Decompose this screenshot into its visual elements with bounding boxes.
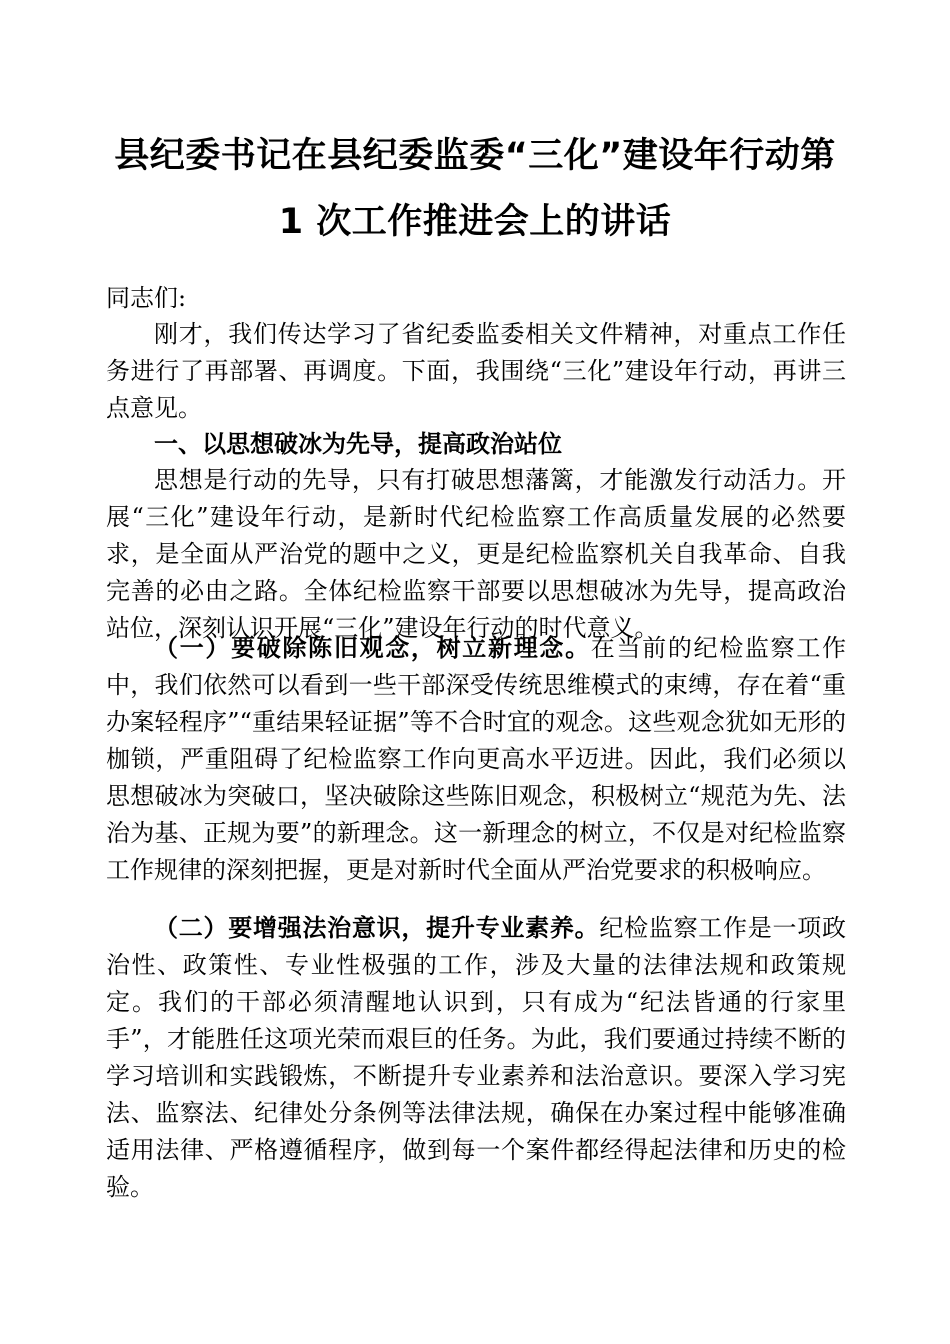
subsection-2-paragraph (106, 910, 846, 1206)
intro-paragraph: 刚才，我们传达学习了省纪委监委相关文件精神，对重点工作任务进行了再部署、再调度。下面，我围绕“三化”建设年行动，再讲三点意见。 (106, 320, 846, 422)
section-1-paragraph: 思想是行动的先导，只有打破思想藩篱，才能激发行动活力。开展“三化”建设年行动，是新时代纪检监察工作高质量发展的必然要求，是全面从严治党的题中之义，更是纪检监察机关自我革命、自我完善的必由之路。全体纪检监察干部要以思想破冰为先导，提高政治站位，深刻认识开展“三化”建设年行动的时代意义。 (106, 466, 846, 642)
document-title-line-2: 1 次工作推进会上的讲话 (278, 202, 672, 242)
subsection-1-lead: （一）要破除陈旧观念，树立新理念。 (154, 634, 591, 662)
section-1-heading: 一、以思想破冰为先导，提高政治站位 (154, 430, 562, 458)
subsection-1-paragraph (106, 630, 846, 889)
salutation: 同志们: (106, 284, 187, 312)
subsection-2-body: 纪检监察工作是一项政治性、政策性、专业性极强的工作，涉及大量的法律法规和政策规定。我们的干部必须清醒地认识到，只有成为“纪法皆通的行家里手”，才能胜任这项光荣而艰巨的任务。为此，我们要通过持续不断的学习培训和实践锻炼，不断提升专业素养和法治意识。要深入学习宪法、监察法、纪律处分条例等法律法规，确保在办案过程中能够准确适用法律、严格遵循程序，做到每一个案件都经得起法律和历史的检验。 (106, 914, 847, 1201)
subsection-2-lead: （二）要增强法治意识，提升专业素养。 (154, 914, 600, 942)
subsection-1-body: 在当前的纪检监察工作中，我们依然可以看到一些干部深受传统思维模式的束缚，存在着“重办案轻程序”“重结果轻证据”等不合时宜的观念。这些观念犹如无形的枷锁，严重阻碍了纪检监察工作向更高水平迈进。因此，我们必须以思想破冰为突破口，坚决破除这些陈旧观念，积极树立“规范为先、法治为基、正规为要”的新理念。这一新理念的树立，不仅是对纪检监察工作规律的深刻把握，更是对新时代全面从严治党要求的积极响应。 (106, 634, 847, 884)
document-title-line-1: 县纪委书记在县纪委监委“三化”建设年行动第 (114, 136, 836, 176)
